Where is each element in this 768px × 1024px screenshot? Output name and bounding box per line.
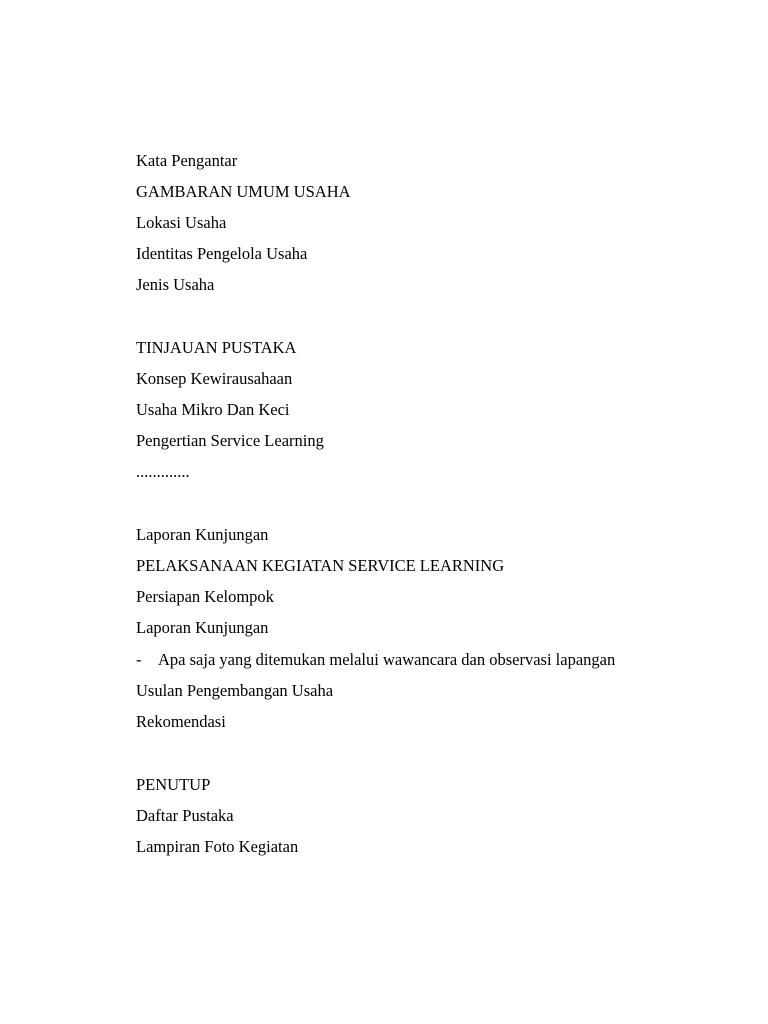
item-laporan-kunjungan: Laporan Kunjungan	[136, 618, 269, 637]
item-usulan-pengembangan-usaha: Usulan Pengembangan Usaha	[136, 681, 334, 700]
item-konsep-kewirausahaan: Konsep Kewirausahaan	[136, 369, 293, 388]
bullet-item	[136, 650, 615, 670]
item-persiapan-kelompok: Persiapan Kelompok	[136, 587, 274, 606]
item-pengertian-service-learning: Pengertian Service Learning	[136, 431, 324, 450]
item-usaha-mikro-dan-keci: Usaha Mikro Dan Keci	[136, 400, 290, 419]
item-jenis-usaha: Jenis Usaha	[136, 275, 215, 294]
item-daftar-pustaka: Daftar Pustaka	[136, 806, 234, 825]
heading-tinjauan-pustaka: TINJAUAN PUSTAKA	[136, 338, 297, 357]
ellipsis-placeholder: .............	[136, 462, 190, 481]
heading-laporan-kunjungan: Laporan Kunjungan	[136, 525, 269, 544]
heading-gambaran-umum-usaha: GAMBARAN UMUM USAHA	[136, 182, 351, 201]
item-rekomendasi: Rekomendasi	[136, 712, 226, 731]
heading-pelaksanaan-kegiatan: PELAKSANAAN KEGIATAN SERVICE LEARNING	[136, 556, 505, 575]
item-lokasi-usaha: Lokasi Usaha	[136, 213, 227, 232]
item-lampiran-foto-kegiatan: Lampiran Foto Kegiatan	[136, 837, 299, 856]
heading-penutup: PENUTUP	[136, 775, 211, 794]
item-identitas-pengelola-usaha: Identitas Pengelola Usaha	[136, 244, 308, 263]
bullet-text: Apa saja yang ditemukan melalui wawancara dan observasi lapangan	[158, 650, 616, 669]
bullet-marker: -	[136, 650, 142, 669]
heading-kata-pengantar: Kata Pengantar	[136, 151, 238, 170]
